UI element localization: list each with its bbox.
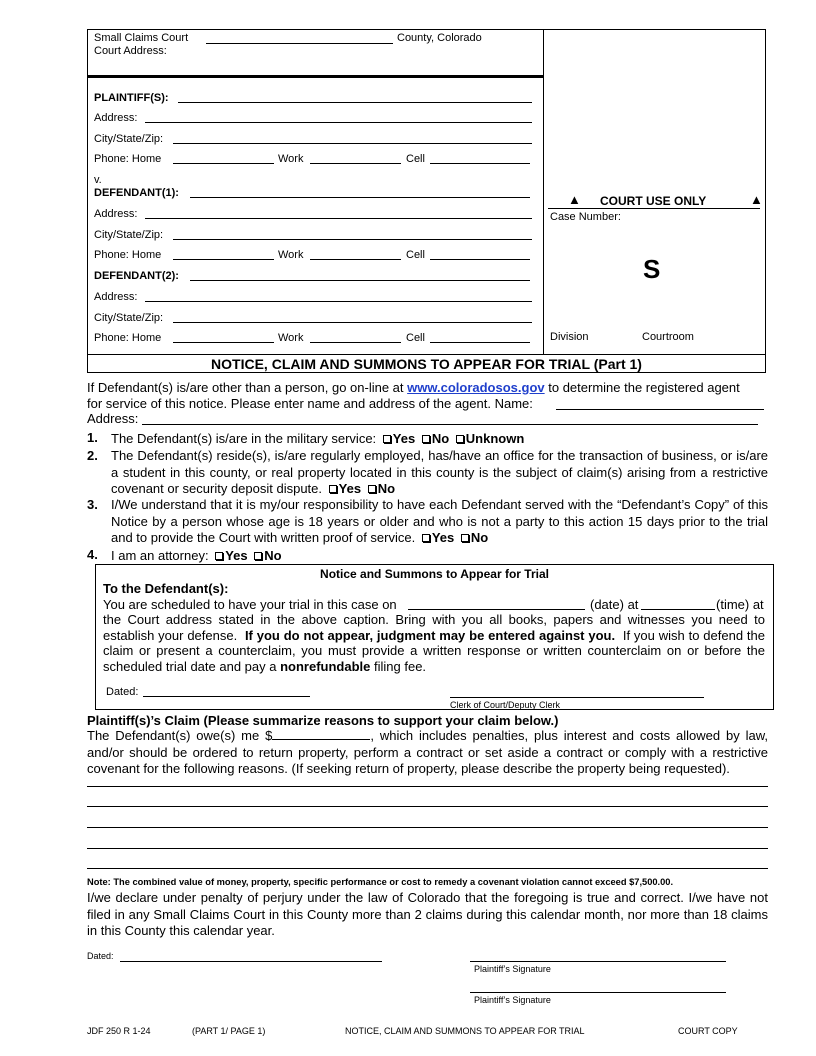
courtroom-label: Courtroom: [642, 331, 694, 343]
military-yes-label: Yes: [392, 431, 416, 446]
defendant1-address-field[interactable]: [145, 207, 532, 219]
military-unknown-label: Unknown: [465, 431, 525, 446]
claim-line-2[interactable]: [87, 806, 768, 807]
defendant1-address-label: Address:: [94, 208, 138, 220]
summons-nonrefundable: nonrefundable: [280, 658, 371, 674]
plaintiff-phone-work-label: Work: [278, 153, 304, 165]
court-header-rule: [87, 75, 543, 78]
defendant2-phone-cell-label: Cell: [406, 332, 425, 344]
summons-warning: If you do not appear, judgment may be entered against you.: [244, 627, 616, 643]
defendant2-address-field[interactable]: [145, 290, 532, 302]
claim-line-1[interactable]: [87, 786, 768, 787]
defendant1-phone-home-label: Phone: Home: [94, 249, 162, 261]
military-unknown-checkbox[interactable]: [456, 435, 464, 443]
agent-line-2: for service of this notice. Please enter name and address of the agent. Name:: [87, 396, 533, 411]
summons-dated-label: Dated:: [106, 686, 139, 698]
caption-divider: [543, 29, 544, 355]
military-yes-checkbox[interactable]: [383, 435, 391, 443]
summons-to-defendant: To the Defendant(s):: [103, 581, 229, 596]
claim-reasons-text: , which includes penalties, plus interest and costs allowed by law, and/or should be ordered to return property, perform a contract or set aside a contract or comply with a restrictive covenant for the following reasons. (If seeking return of property, please describe the property being requested).: [87, 728, 768, 776]
summons-trial-text: You are scheduled to have your trial in this case on: [103, 597, 397, 612]
county-suffix: County, Colorado: [397, 32, 482, 44]
item-1-number: 1.: [87, 430, 98, 445]
defendant1-city-label: City/State/Zip:: [94, 229, 164, 241]
summons-fee: filing fee.: [374, 658, 427, 674]
court-use-triangle-left-icon: ▲: [568, 192, 581, 207]
summons-dated-field[interactable]: [143, 685, 310, 697]
summons-heading: Notice and Summons to Appear for Trial: [320, 567, 549, 581]
defendant1-label: DEFENDANT(1):: [94, 187, 179, 199]
military-no-checkbox[interactable]: [422, 435, 430, 443]
item-2-text: The Defendant(s) reside(s), is/are regularly employed, has/have an office for the transaction of business, or is/are a student in this county, or real property located in this county is the subject of claim(s) arising from a restrictive covenant or security deposit dispute.: [111, 448, 768, 496]
plaintiff-name-field[interactable]: [178, 91, 532, 103]
plaintiff-home-phone-field[interactable]: [173, 152, 274, 164]
plaintiff-phone-home-label: Phone: Home: [94, 153, 162, 165]
claim-note: Note: The combined value of money, property, specific performance or cost to remedy a covenant violation cannot exceed $7,500.00.: [87, 877, 674, 887]
footer-title: NOTICE, CLAIM AND SUMMONS TO APPEAR FOR TRIAL: [345, 1026, 585, 1036]
venue-no-checkbox[interactable]: [368, 485, 376, 493]
coloradosos-link[interactable]: www.coloradosos.gov: [407, 380, 545, 395]
item-1-text: The Defendant(s) is/are in the military service:: [111, 431, 377, 446]
agent-address-field[interactable]: [142, 413, 758, 425]
defendant2-address-label: Address:: [94, 291, 138, 303]
division-label: Division: [550, 331, 589, 343]
plaintiff-city-label: City/State/Zip:: [94, 133, 164, 145]
defendant2-phone-home-label: Phone: Home: [94, 332, 162, 344]
item-2: [111, 448, 768, 498]
item-3-number: 3.: [87, 497, 98, 512]
plaintiff-work-phone-field[interactable]: [310, 152, 401, 164]
signature-label-2: Plaintiff’s Signature: [474, 995, 551, 1005]
claim-dated-label: Dated:: [87, 951, 114, 961]
attorney-yes-checkbox[interactable]: [215, 552, 223, 560]
case-number-label: Case Number:: [550, 211, 621, 223]
agent-line-1: [87, 380, 740, 395]
claim-line-3[interactable]: [87, 827, 768, 828]
claim-amount-text: The Defendant(s) owe(s) me $: [87, 728, 273, 743]
footer-form-number: JDF 250 R 1-24: [87, 1026, 151, 1036]
summons-body-text-2: If you wish to defend the claim or present a counterclaim, you must provide a written response or written counterclaim on or before the scheduled trial date and pay a: [103, 627, 765, 674]
court-use-rule: [548, 208, 760, 209]
plaintiff-phone-cell-label: Cell: [406, 153, 425, 165]
agent-text-after: to determine the registered agent: [544, 380, 740, 395]
venue-no-label: No: [377, 481, 396, 496]
footer-part: (PART 1/ PAGE 1): [192, 1026, 266, 1036]
defendant2-name-field[interactable]: [190, 269, 530, 281]
defendant2-label: DEFENDANT(2):: [94, 270, 179, 282]
summons-date-label: (date) at: [590, 597, 639, 612]
item-1: [111, 431, 524, 446]
attorney-no-checkbox[interactable]: [254, 552, 262, 560]
versus-label: v.: [94, 174, 102, 186]
agent-address-label: Address:: [87, 411, 139, 426]
defendant2-city-field[interactable]: [173, 311, 532, 323]
page-title: NOTICE, CLAIM AND SUMMONS TO APPEAR FOR TRIAL (Part 1): [211, 356, 642, 372]
attorney-no-label: No: [264, 548, 282, 563]
defendant2-work-phone-field[interactable]: [310, 331, 401, 343]
venue-yes-label: Yes: [338, 481, 362, 496]
defendant2-cell-phone-field[interactable]: [430, 331, 530, 343]
summons-body-text: the Court address stated in the above caption. Bring with you all books, papers and witnesses you need to establish your defense.: [103, 612, 765, 643]
plaintiff-cell-phone-field[interactable]: [430, 152, 530, 164]
agent-text-before: If Defendant(s) is/are other than a person, go on-line at: [87, 380, 408, 395]
plaintiff-address-label: Address:: [94, 112, 138, 124]
clerk-signature-line[interactable]: [450, 697, 704, 698]
plaintiff-address-field[interactable]: [145, 111, 532, 123]
service-yes-checkbox[interactable]: [422, 534, 430, 542]
plaintiff-city-field[interactable]: [173, 132, 532, 144]
claim-amount-field[interactable]: [272, 728, 370, 740]
claim-dated-field[interactable]: [120, 961, 382, 962]
defendant1-phone-work-label: Work: [278, 249, 304, 261]
claim-declaration: I/we declare under penalty of perjury under the law of Colorado that the foregoing is true and correct. I/we have not filed in any Small Claims Court in this County more than 2 claims during this calendar month, nor more than 18 claims in this County this calendar year.: [87, 890, 768, 938]
defendant1-phone-cell-label: Cell: [406, 249, 425, 261]
claim-line-4[interactable]: [87, 848, 768, 849]
defendant2-phone-work-label: Work: [278, 332, 304, 344]
trial-date-field[interactable]: [408, 598, 585, 610]
plaintiff-label: PLAINTIFF(S):: [94, 92, 169, 104]
service-yes-label: Yes: [431, 530, 455, 545]
clerk-label: Clerk of Court/Deputy Clerk: [450, 700, 561, 710]
item-3-text: I/We understand that it is my/our responsibility to have each Defendant served with the “Defendant’s Copy” of this Notice by a person whose age is 18 years or older and who is not a party to this action 15 days prior to the trial and to provide the Court with written proof of service.: [111, 497, 768, 545]
item-4-number: 4.: [87, 547, 98, 562]
county-field[interactable]: [206, 32, 393, 44]
attorney-yes-label: Yes: [225, 548, 248, 563]
service-no-checkbox[interactable]: [461, 534, 469, 542]
court-use-triangle-right-icon: ▲: [750, 192, 763, 207]
summons-body: [103, 612, 765, 674]
summons-time-label: (time) at: [716, 597, 764, 612]
service-no-label: No: [470, 530, 489, 545]
item-3: [111, 497, 768, 547]
defendant1-city-field[interactable]: [173, 228, 532, 240]
defendant1-cell-phone-field[interactable]: [430, 248, 530, 260]
court-use-only-label: COURT USE ONLY: [600, 194, 707, 208]
claim-body: [87, 728, 768, 778]
defendant1-work-phone-field[interactable]: [310, 248, 401, 260]
claim-heading: Plaintiff(s)’s Claim (Please summarize reasons to support your claim below.): [87, 713, 559, 728]
court-address-label: Court Address:: [94, 45, 167, 57]
trial-time-field[interactable]: [641, 598, 715, 610]
defendant2-city-label: City/State/Zip:: [94, 312, 164, 324]
venue-yes-checkbox[interactable]: [329, 485, 337, 493]
item-2-number: 2.: [87, 448, 98, 463]
military-no-label: No: [431, 431, 450, 446]
case-letter: S: [643, 254, 661, 284]
item-4: [111, 548, 282, 563]
defendant1-home-phone-field[interactable]: [173, 248, 274, 260]
item-4-text: I am an attorney:: [111, 548, 209, 563]
signature-line-2[interactable]: [470, 992, 726, 993]
defendant2-home-phone-field[interactable]: [173, 331, 274, 343]
signature-line-1[interactable]: [470, 961, 726, 962]
claim-line-5[interactable]: [87, 868, 768, 869]
court-label: Small Claims Court: [94, 32, 189, 44]
footer-copy: COURT COPY: [678, 1026, 738, 1036]
defendant1-name-field[interactable]: [190, 186, 530, 198]
signature-label-1: Plaintiff’s Signature: [474, 964, 551, 974]
agent-name-field[interactable]: [556, 398, 764, 410]
